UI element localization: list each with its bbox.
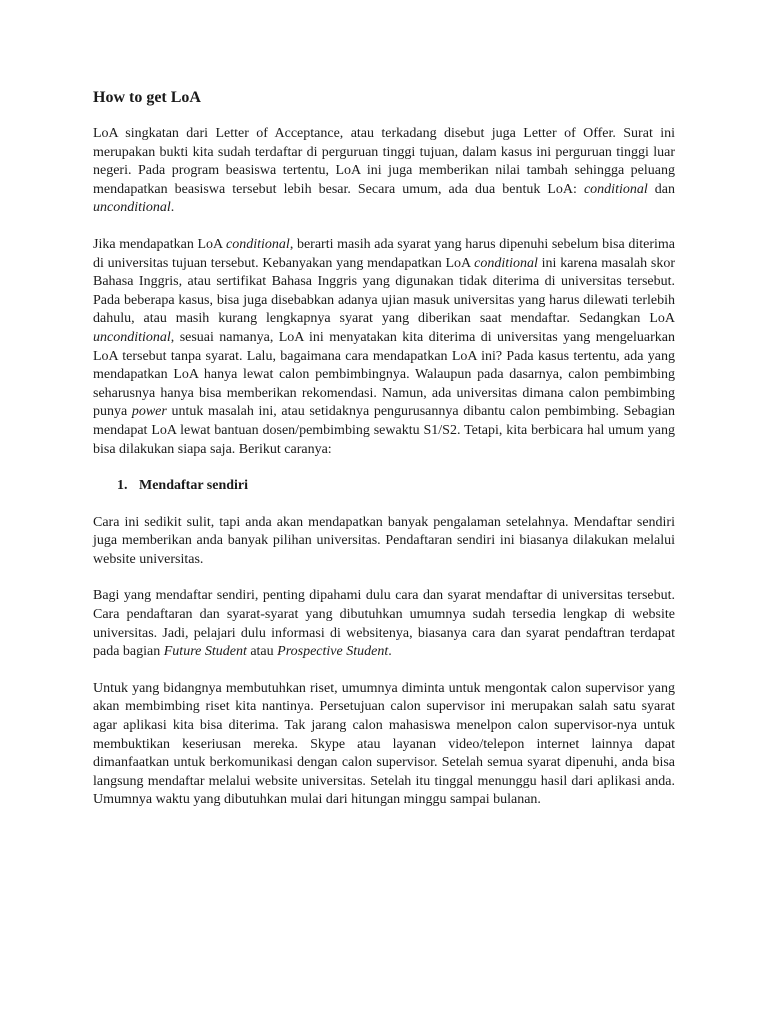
document-title: How to get LoA (93, 89, 201, 106)
italic-term: unconditional (93, 200, 171, 216)
paragraph-loa-definition (93, 125, 675, 218)
text-run: , sesuai namanya, LoA ini menyatakan kita diterima di universitas yang mengeluarkan LoA tersebut tanpa syarat. Lalu, bagaimana cara mendapatkan LoA ini? Pada kasus tertentu, ada yang mendapatkan LoA hanya lewat calon pembimbingnya. Walaupun pada dasarnya, calon pembimbing seharusnya hanya bisa memberikan rekomendasi. Namun, ada universitas dimana calon pembimbing punya (93, 329, 675, 420)
italic-term: conditional (583, 181, 648, 197)
italic-term: Prospective Student (277, 644, 389, 660)
section-heading-label: Mendaftar sendiri (139, 478, 249, 494)
paragraph-research-supervisor: Untuk yang bidangnya membutuhkan riset, umumnya diminta untuk mengontak calon supervisor yang akan membimbing riset kita nantinya. Persetujuan calon supervisor ini merupakan salah satu syarat agar aplikasi kita bisa diterima. Tak jarang calon mahasiswa menelpon calon supervisor-nya untuk membuktikan keseriusan mereka. Skype atau layanan video/telepon internet lainnya dapat dimanfaatkan untuk berkomunikasi dengan calon supervisor. Setelah semua syarat dipenuhi, anda bisa langsung mendaftar melalui website universitas. Setelah itu tinggal menunggu hasil dari aplikasi anda. Umumnya waktu yang dibutuhkan mulai dari hitungan minggu sampai bulanan. (93, 680, 675, 808)
italic-term: Future Student (163, 644, 247, 660)
document-body (93, 125, 675, 828)
list-number: 1. (117, 478, 128, 494)
text-run: dan (647, 181, 675, 197)
text-run: untuk masalah ini, atau setidaknya pengurusannya dibantu calon pembimbing. Sebagian mendapat LoA lewat bantuan dosen/pembimbing sewaktu S1/S2. Tetapi, kita berbicara hal umum yang bisa dilakukan siapa saja. Berikut caranya: (93, 404, 675, 457)
text-run: , berarti masih ada syarat yang harus dipenuhi sebelum bisa diterima di universitas tujuan tersebut. Kebanyakan yang mendapatkan LoA (93, 236, 676, 271)
italic-term: power (131, 404, 167, 420)
text-run: atau (246, 644, 278, 660)
paragraph-registration-requirements (93, 587, 675, 661)
section-heading-mendaftar-sendiri (93, 477, 675, 496)
text-run: Jika mendapatkan LoA (93, 236, 227, 252)
italic-term: conditional (474, 255, 538, 271)
text-run: . (388, 644, 392, 660)
italic-term: conditional (226, 236, 290, 252)
text-run: LoA singkatan dari Letter of Acceptance, atau terkadang disebut juga Letter of Offer. Surat ini merupakan bukti kita sudah terdaftar di perguruan tinggi tujuan, dalam kasus ini perguruan tinggi luar negeri. Pada program beasiswa tertentu, LoA ini juga memberikan nilai tambah sehingga peluang mendapatkan beasiswa tersebut lebih besar. Secara umum, ada dua bentuk LoA: (93, 126, 675, 197)
text-run: ini karena masalah skor Bahasa Inggris, atau sertifikat Bahasa Inggris yang digunakan tidak diterima di universitas tersebut. Pada beberapa kasus, bisa juga disebabkan adanya ujian masuk universitas yang harus dilewati terlebih dahulu, atau masih kurang lengkapnya syarat yang diberikan saat mendaftar. Sedangkan LoA (93, 255, 675, 327)
text-run: . (170, 200, 175, 216)
paragraph-self-registration: Cara ini sedikit sulit, tapi anda akan mendapatkan banyak pengalaman setelahnya. Mendaftar sendiri juga memberikan anda banyak pilihan universitas. Pendaftaran sendiri ini biasanya dilakukan melalui website universitas. (93, 514, 675, 567)
italic-term: unconditional (93, 329, 171, 345)
paragraph-conditional-loa (93, 236, 675, 459)
text-run: Bagi yang mendaftar sendiri, penting dipahami dulu cara dan syarat mendaftar di universitas tersebut. Cara pendaftaran dan syarat-syarat yang dibutuhkan umumnya sudah tersedia lengkap di website universitas. Jadi, pelajari dulu informasi di websitenya, biasanya cara dan syarat pendaftran terdapat pada bagian (93, 588, 675, 660)
